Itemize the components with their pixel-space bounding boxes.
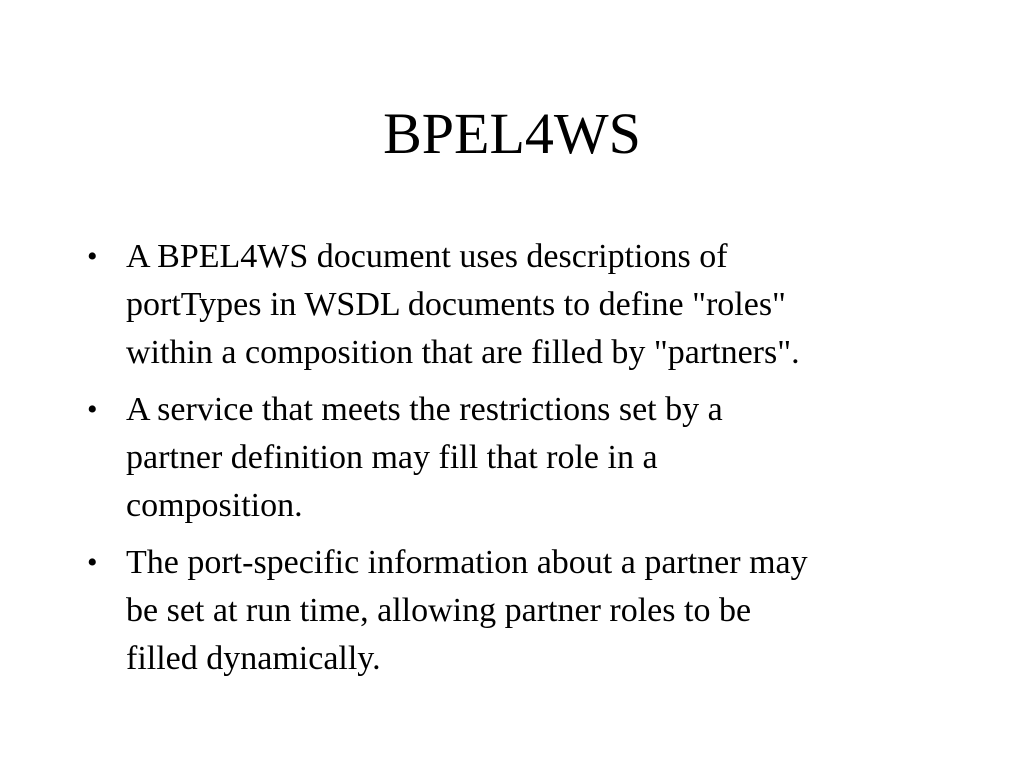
bullet-item (82, 539, 952, 683)
bullet-line: The port-specific information about a partner may (126, 544, 808, 581)
bullet-line: filled dynamically. (126, 640, 381, 677)
bullet-marker-icon: • (87, 546, 98, 579)
bullet-item (82, 386, 952, 530)
bullet-line: be set at run time, allowing partner roles to be (126, 592, 752, 629)
bullet-line: portTypes in WSDL documents to define "roles" (126, 286, 786, 323)
slide-title: BPEL4WS (383, 101, 641, 166)
bullet-line: A service that meets the restrictions set by a (126, 391, 723, 428)
bullet-line: composition. (126, 487, 303, 524)
bullet-marker-icon: • (87, 393, 98, 426)
bullet-text (126, 386, 952, 530)
bullet-line: within a composition that are filled by "partners". (126, 334, 800, 371)
bullet-list (82, 233, 952, 692)
bullet-marker-icon: • (87, 240, 98, 273)
bullet-text (126, 539, 952, 683)
bullet-item (82, 233, 952, 377)
bullet-line: partner definition may fill that role in a (126, 439, 658, 476)
bullet-line: A BPEL4WS document uses descriptions of (126, 238, 728, 275)
bullet-text (126, 233, 952, 377)
